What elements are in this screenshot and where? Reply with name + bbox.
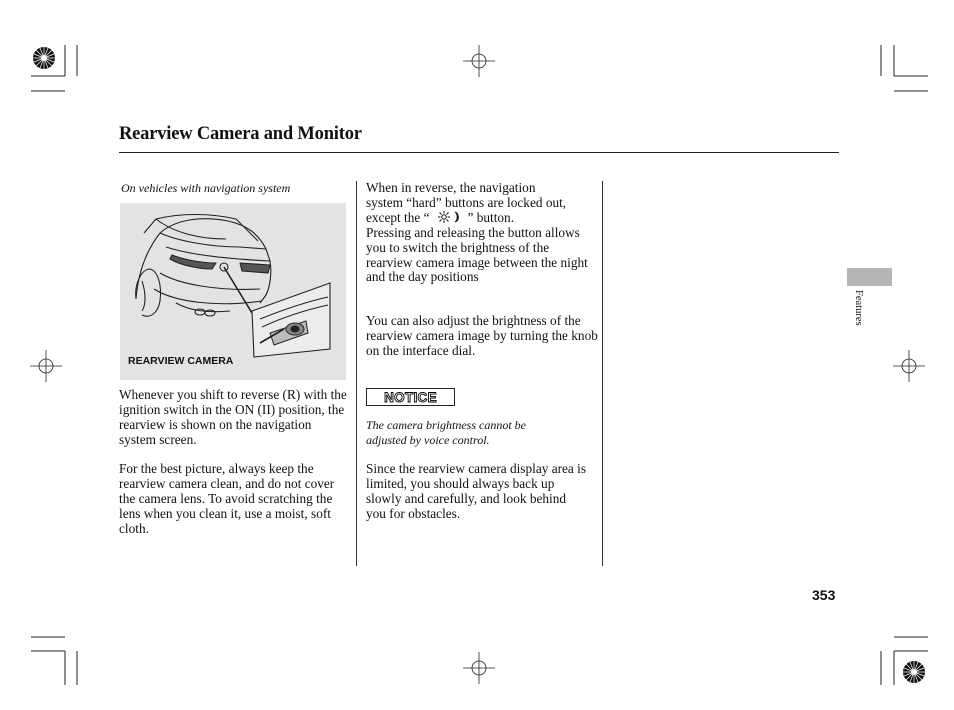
notice-badge [366, 388, 455, 406]
paragraph: You can also adjust the brightness of the rearview camera image by turning the knob on the interface dial. [366, 313, 598, 358]
text-block: Pressing and releasing the button allows you to switch the brightness of the rearview camera image between the night and the day positions [366, 224, 588, 285]
title-rule [119, 152, 839, 153]
notice-label: NOTICE [384, 389, 437, 405]
sun-moon-icon [430, 211, 468, 223]
text-fragment: except the “ [366, 209, 430, 225]
column-divider [602, 181, 603, 566]
page-title: Rearview Camera and Monitor [119, 124, 362, 144]
paragraph: Whenever you shift to reverse (R) with the ignition switch in the ON (II) position, the rearview is shown on the navigation system screen. [119, 387, 347, 447]
car-rear-illustration [120, 203, 346, 380]
section-tab [847, 268, 892, 286]
figure-label: REARVIEW CAMERA [128, 355, 234, 367]
page-number: 353 [812, 587, 836, 603]
rearview-camera-figure [120, 203, 346, 380]
text-fragment: ” button. [467, 209, 515, 225]
text-line: When in reverse, the navigation [366, 180, 536, 195]
notice-text: The camera brightness cannot be adjusted by voice control. [366, 418, 526, 447]
paragraph: For the best picture, always keep the rearview camera clean, and do not cover the camera lens. To avoid scratching the lens when you clean it, use a moist, soft cloth. [119, 461, 335, 536]
text-line [366, 211, 602, 226]
paragraph: Since the rearview camera display area is limited, you should always back up slowly and carefully, and look behind you for obstacles. [366, 461, 587, 521]
section-label: Features [853, 290, 864, 326]
figure-caption: On vehicles with navigation system [121, 181, 291, 195]
column-divider [356, 181, 357, 566]
paragraph [366, 181, 602, 285]
text-line: system “hard” buttons are locked out, [366, 194, 567, 210]
